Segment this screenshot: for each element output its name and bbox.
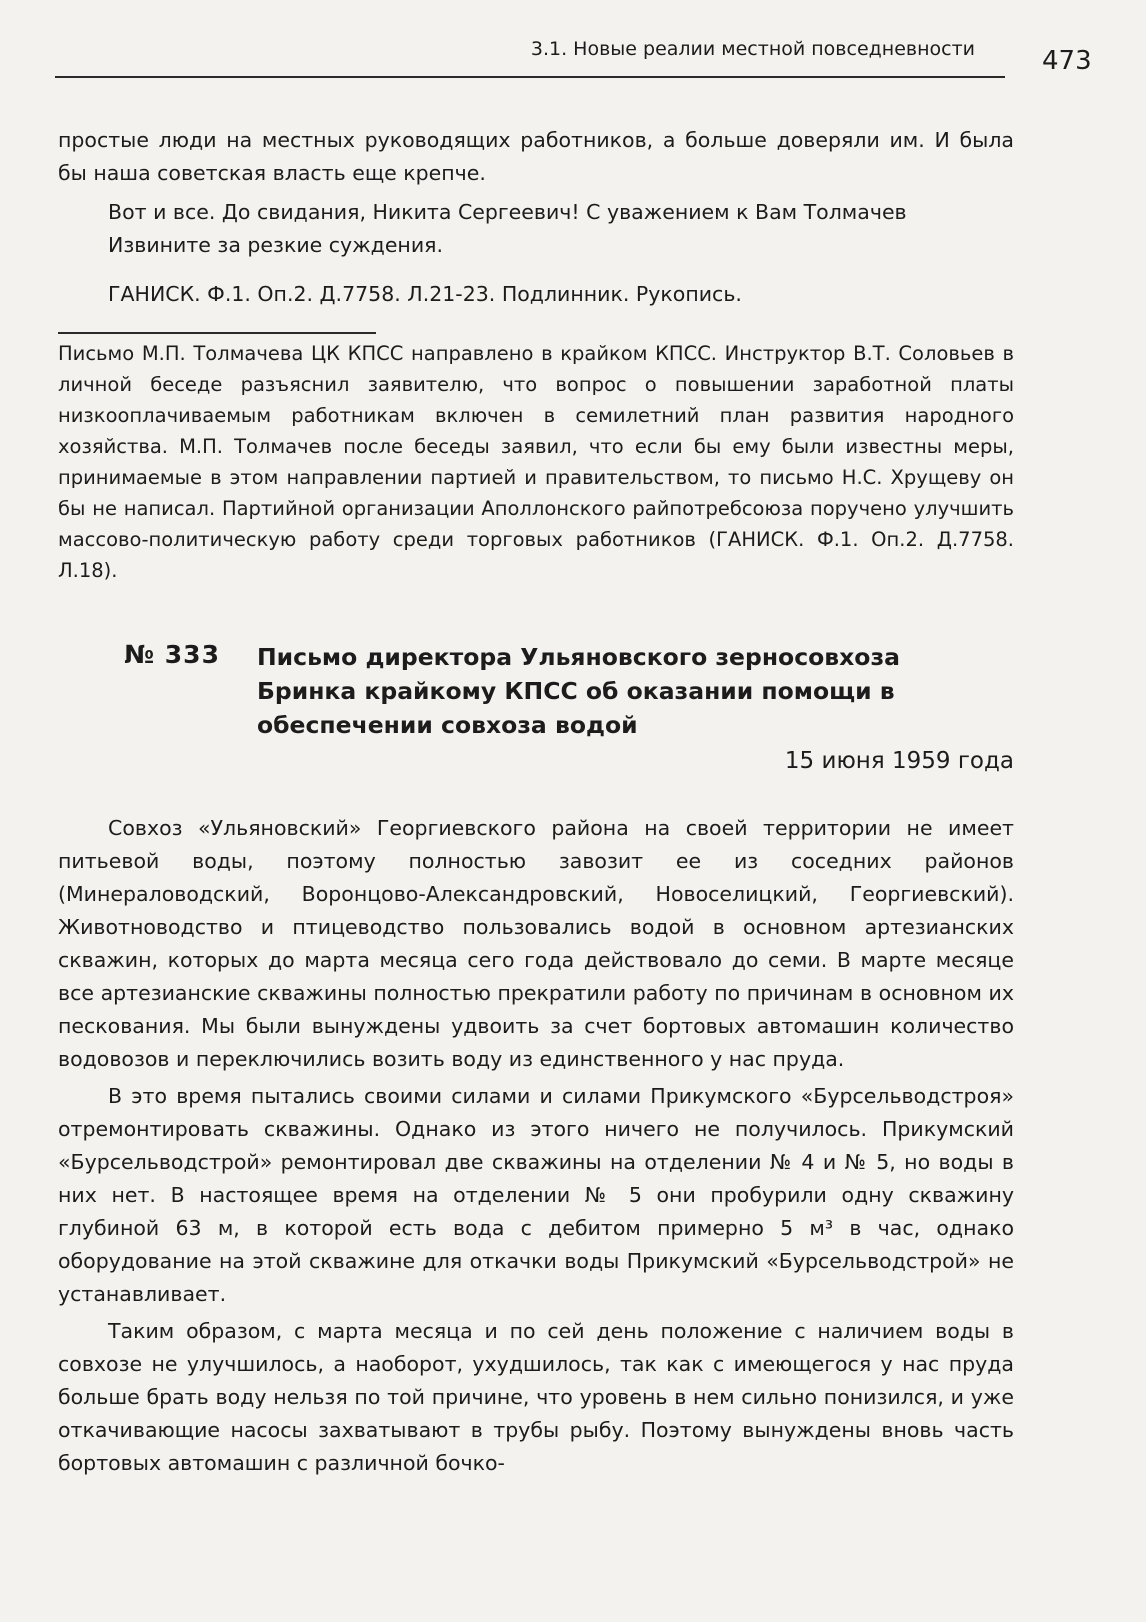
footnote-divider [58,332,376,334]
document-date: 15 июня 1959 года [784,748,1014,774]
running-header [55,36,1005,78]
document-body [58,812,1014,1484]
page-number: 473 [1042,46,1092,76]
running-title: 3.1. Новые реалии местной повседневности [530,38,975,60]
letter-continuation: простые люди на местных руководящих работников, а больше доверяли им. И была бы наша советская власть еще крепче. [58,128,1014,185]
letter-closing-block [58,124,1014,311]
document-number: № 333 [124,640,220,669]
body-paragraph: Совхоз «Ульяновский» Георгиевского района на своей территории не имеет питьевой воды, поэтому полностью завозит ее из соседних районов (Минераловодский, Воронцово-Александровский, Новоселицкий, Георгиевский). Животноводство и птицеводство пользовались водой в основном артезианских скважин, которых до марта месяца сего года действовало до семи. В марте месяце все артезианские скважины полностью прекратили работу по причинам в основном их пескования. Мы были вынуждены удвоить за счет бортовых автомашин количество водовозов и переключились возить воду из единственного у нас пруда. [58,816,1014,1071]
body-paragraph: В это время пытались своими силами и силами Прикумского «Бурсельводстроя» отремонтировать скважины. Однако из этого ничего не получилось. Прикумский «Бурсельводстрой» ремонтировал две скважины на отделении № 4 и № 5, но воды в них нет. В настоящее время на отделении № 5 они пробурили одну скважину глубиной 63 м, в которой есть вода с дебитом примерно 5 м³ в час, однако оборудование на этой скважине для откачки воды Прикумский «Бурсельводстрой» не устанавливает. [58,1084,1014,1306]
document-title: Письмо директора Ульяновского зерносовхоза Бринка крайкому КПСС об оказании помощи в обеспечении совхоза водой [257,643,900,739]
footnote: Письмо М.П. Толмачева ЦК КПСС направлено в крайком КПСС. Инструктор В.Т. Соловьев в личной беседе разъяснил заявителю, что вопрос о повышении заработной платы низкооплачиваемым работникам включен в семилетний план развития народного хозяйства. М.П. Толмачев после беседы заявил, что если бы ему были известны меры, принимаемые в этом направлении партией и правительством, то письмо Н.С. Хрущеву он бы не написал. Партийной организации Аполлонского райпотребсоюза поручено улучшить массово-политическую работу среди торговых работников (ГАНИСК. Ф.1. Оп.2. Д.7758. Л.18). [58,342,1014,582]
body-paragraph: Таким образом, с марта месяца и по сей день положение с наличием воды в совхозе не улучшилось, а наоборот, ухудшилось, так как с имеющегося у нас пруда больше брать воду нельзя по той причине, что уровень в нем сильно понизился, и уже откачивающие насосы захватывают в трубы рыбу. Поэтому вынуждены вновь часть бортовых автомашин с различной бочко- [58,1319,1014,1475]
archive-source: ГАНИСК. Ф.1. Оп.2. Д.7758. Л.21-23. Подлинник. Рукопись. [108,282,742,306]
letter-farewell: Вот и все. До свидания, Никита Сергеевич! С уважением к Вам Толмачев [108,200,907,224]
letter-apology: Извините за резкие суждения. [108,233,444,257]
